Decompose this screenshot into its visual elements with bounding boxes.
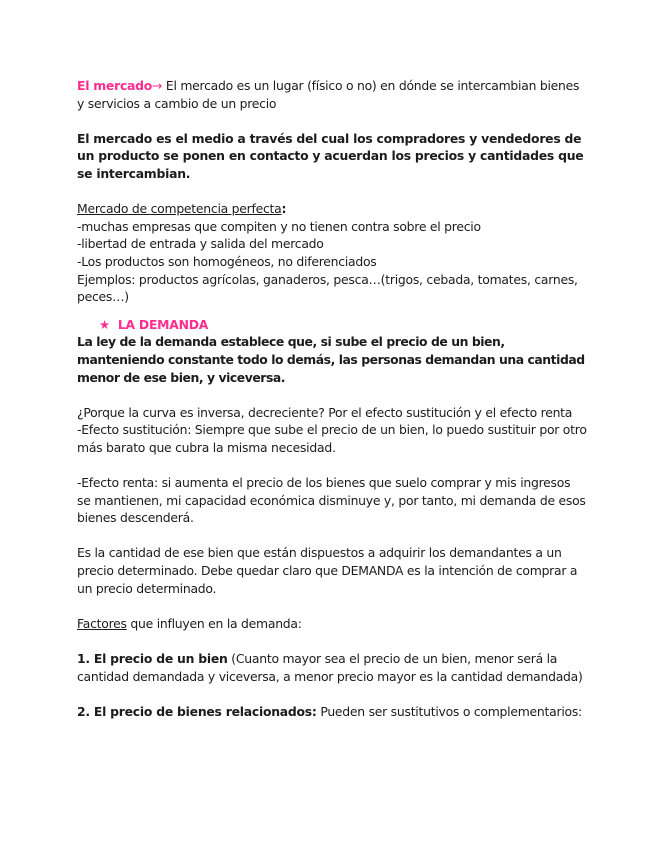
list-item: -muchas empresas que compiten y no tienen contra sobre el precio	[77, 218, 481, 234]
document-body	[77, 77, 587, 720]
demand-heading-text: LA DEMANDA	[117, 316, 209, 332]
list-item: -libertad de entrada y salida del mercado	[77, 236, 324, 252]
perfect-competition-title-line: Mercado de competencia perfecta:	[77, 201, 287, 217]
quantity-paragraph: Es la cantidad de ese bien que están dispuestos a adquirir los demandantes a un precio determinado. Debe quedar claro que DEMANDA es la intención de comprar a un precio determinado.	[77, 545, 578, 596]
factor-1-text: (Cuanto mayor sea el precio de un bien, menor será la cantidad demandada y viceversa, a menor precio mayor es la cantidad demandada)	[77, 651, 583, 684]
income-effect-paragraph: -Efecto renta: si aumenta el precio de los bienes que suelo comprar y mis ingresos se mantienen, mi capacidad económica disminuye y, por tanto, mi demanda de esos bienes descenderá.	[77, 475, 586, 526]
perfect-competition-title: Mercado de competencia perfecta	[77, 201, 282, 217]
factor-2-paragraph	[77, 703, 587, 721]
examples-paragraph: Ejemplos: productos agrícolas, ganaderos, pesca…(trigos, cebada, tomates, carnes, peces…)	[77, 271, 578, 305]
factors-line: Factores que influyen en la demanda:	[77, 615, 302, 631]
demand-law-paragraph: La ley de la demanda establece que, si sube el precio de un bien, manteniendo constante todo lo demás, las personas demandan una cantidad menor de ese bien, y viceversa.	[77, 334, 585, 385]
section-heading-demand	[77, 316, 587, 334]
intro-paragraph	[77, 77, 587, 112]
star-icon: ★	[99, 316, 110, 332]
inverse-curve-question: ¿Porque la curva es inversa, decreciente? Por el efecto sustitución y el efecto renta	[77, 404, 573, 420]
intro-definition: El mercado es un lugar (físico o no) en dónde se intercambian bienes y servicios a cambio de un precio	[77, 78, 580, 111]
factor-1-paragraph	[77, 650, 587, 685]
factors-label: Factores	[77, 615, 127, 631]
substitution-effect-paragraph: -Efecto sustitución: Siempre que sube el precio de un bien, lo puedo sustituir por otro más barato que cubra la misma necesidad.	[77, 422, 587, 455]
factor-2-title: 2. El precio de bienes relacionados:	[77, 703, 317, 719]
factor-2-text: Pueden ser sustitutivos o complementarios:	[316, 703, 582, 719]
intro-term: El mercado	[77, 78, 153, 93]
list-item: -Los productos son homogéneos, no diferenciados	[77, 253, 377, 269]
factor-1-title: 1. El precio de un bien	[77, 651, 228, 666]
market-means-paragraph: El mercado es el medio a través del cual los compradores y vendedores de un producto se ponen en contacto y acuerdan los precios y cantidades que se intercambian.	[77, 130, 584, 181]
arrow-icon: →	[152, 78, 163, 93]
